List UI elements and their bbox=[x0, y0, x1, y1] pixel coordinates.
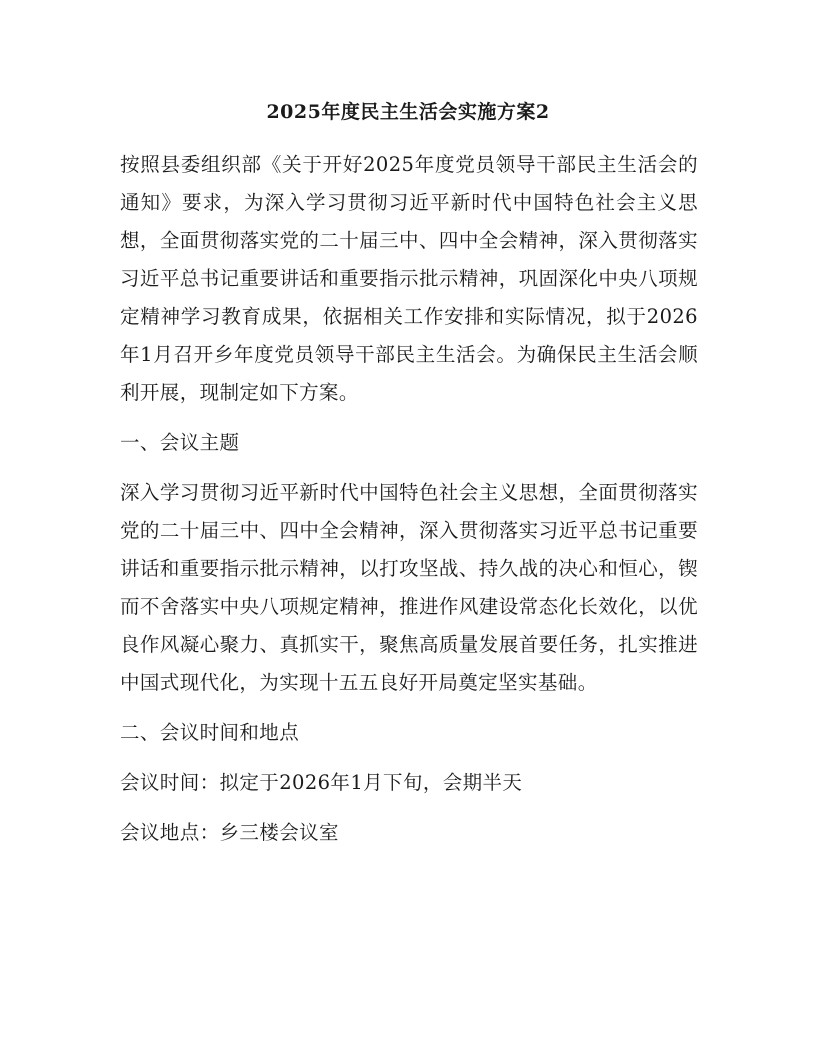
section-1-body: 深入学习贯彻习近平新时代中国特色社会主义思想，全面贯彻落实党的二十届三中、四中全会精神，深入贯彻落实习近平总书记重要讲话和重要指示批示精神，以打攻坚战、持久战的决心和恒心，锲而不舍落实中央八项规定精神，推进作风建设常态化长效化，以优良作风凝心聚力、真抓实干，聚焦高质量发展首要任务，扎实推进中国式现代化，为实现十五五良好开局奠定坚实基础。 bbox=[120, 481, 698, 694]
section-1-heading: 一、会议主题 bbox=[120, 431, 240, 454]
document-title: 2025年度民主生活会实施方案2 bbox=[266, 101, 550, 123]
section-2-heading: 二、会议时间和地点 bbox=[120, 721, 300, 744]
meeting-place: 会议地点：乡三楼会议室 bbox=[120, 821, 339, 844]
meeting-time: 会议时间：拟定于2026年1月下旬，会期半天 bbox=[120, 771, 523, 794]
intro-paragraph: 按照县委组织部《关于开好2025年度党员领导干部民主生活会的通知》要求，为深入学习贯彻习近平新时代中国特色社会主义思想，全面贯彻落实党的二十届三中、四中全会精神，深入贯彻落实习近平总书记重要讲话和重要指示批示精神，巩固深化中央八项规定精神学习教育成果，依据相关工作安排和实际情况，拟于2026年1月召开乡年度党员领导干部民主生活会。为确保民主生活会顺利开展，现制定如下方案。 bbox=[120, 153, 698, 404]
document-body bbox=[120, 146, 698, 852]
